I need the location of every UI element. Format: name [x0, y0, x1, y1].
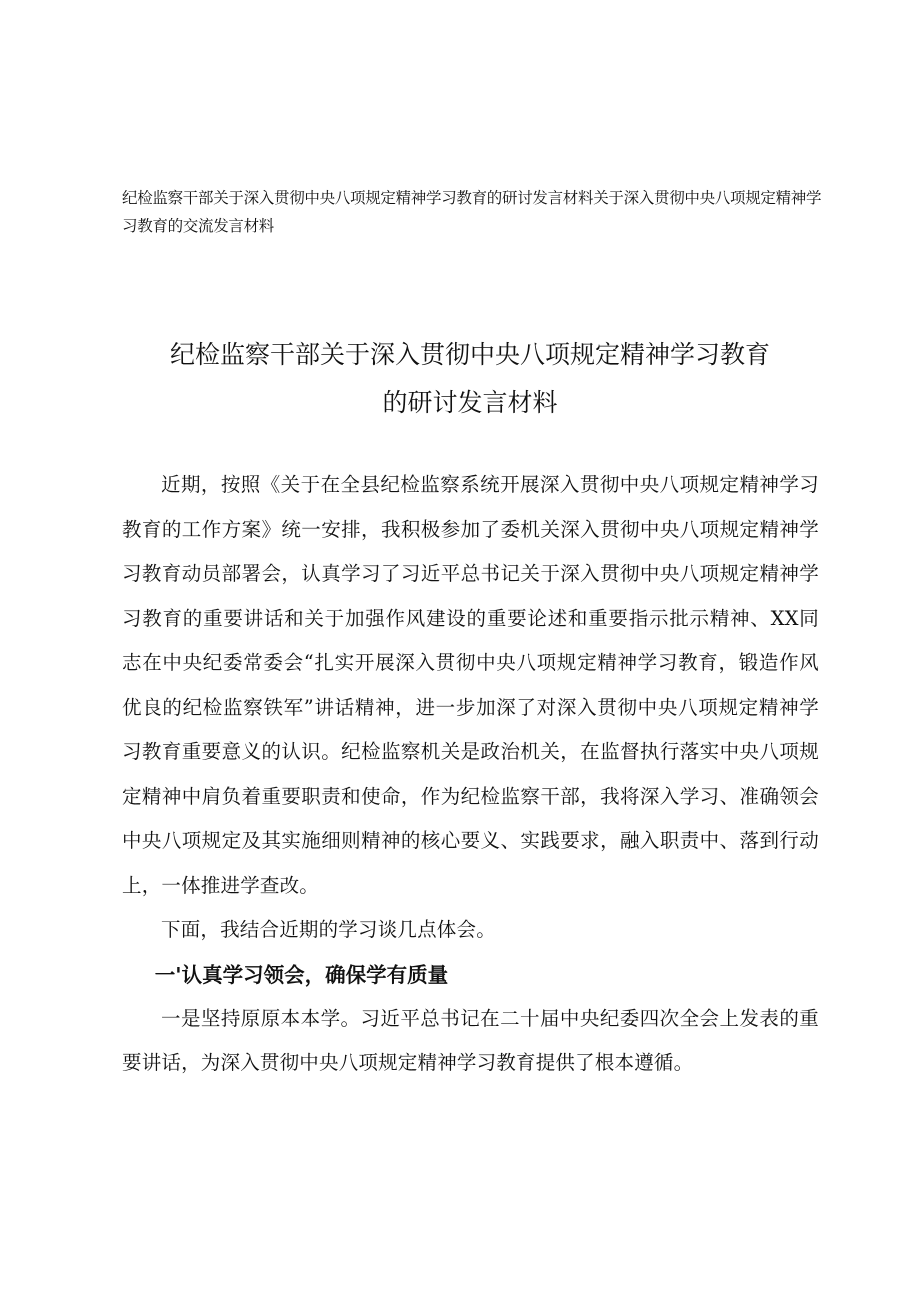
document-title-line-1: 纪检监察干部关于深入贯彻中央八项规定精神学习教育: [169, 340, 770, 369]
document-title: [120, 331, 820, 427]
section-heading-1: 一'认真学习领会，确保学有质量: [154, 962, 449, 987]
document-body: [122, 463, 819, 1086]
section-1-paragraph: 一是坚持原原本本学。习近平总书记在二十届中央纪委四次全会上发表的重要讲话，为深入贯彻中央八项规定精神学习教育提供了根本遵循。: [122, 1006, 819, 1074]
transition-paragraph: 下面，我结合近期的学习谈几点体会。: [161, 918, 496, 941]
document-title-line-2: 的研讨发言材料: [382, 388, 558, 417]
header-title: 纪检监察干部关于深入贯彻中央八项规定精神学习教育的研讨发言材料关于深入贯彻中央八项规定精神学习教育的交流发言材料: [122, 189, 822, 235]
intro-paragraph: 近期，按照《关于在全县纪检监察系统开展深入贯彻中央八项规定精神学习教育的工作方案》统一安排，我积极参加了委机关深入贯彻中央八项规定精神学习教育动员部署会，认真学习了习近平总书记关于深入贯彻中央八项规定精神学习教育的重要讲话和关于加强作风建设的重要论述和重要指示批示精神、XX同志在中央纪委常委会“扎实开展深入贯彻中央八项规定精神学习教育，锻造作风优良的纪检监察铁军”讲话精神，进一步加深了对深入贯彻中央八项规定精神学习教育重要意义的认识。纪检监察机关是政治机关，在监督执行落实中央八项规定精神中肩负着重要职责和使命，作为纪检监察干部，我将深入学习、准确领会中央八项规定及其实施细则精神的核心要义、实践要求，融入职责中、落到行动上，一体推进学查改。: [122, 473, 819, 897]
